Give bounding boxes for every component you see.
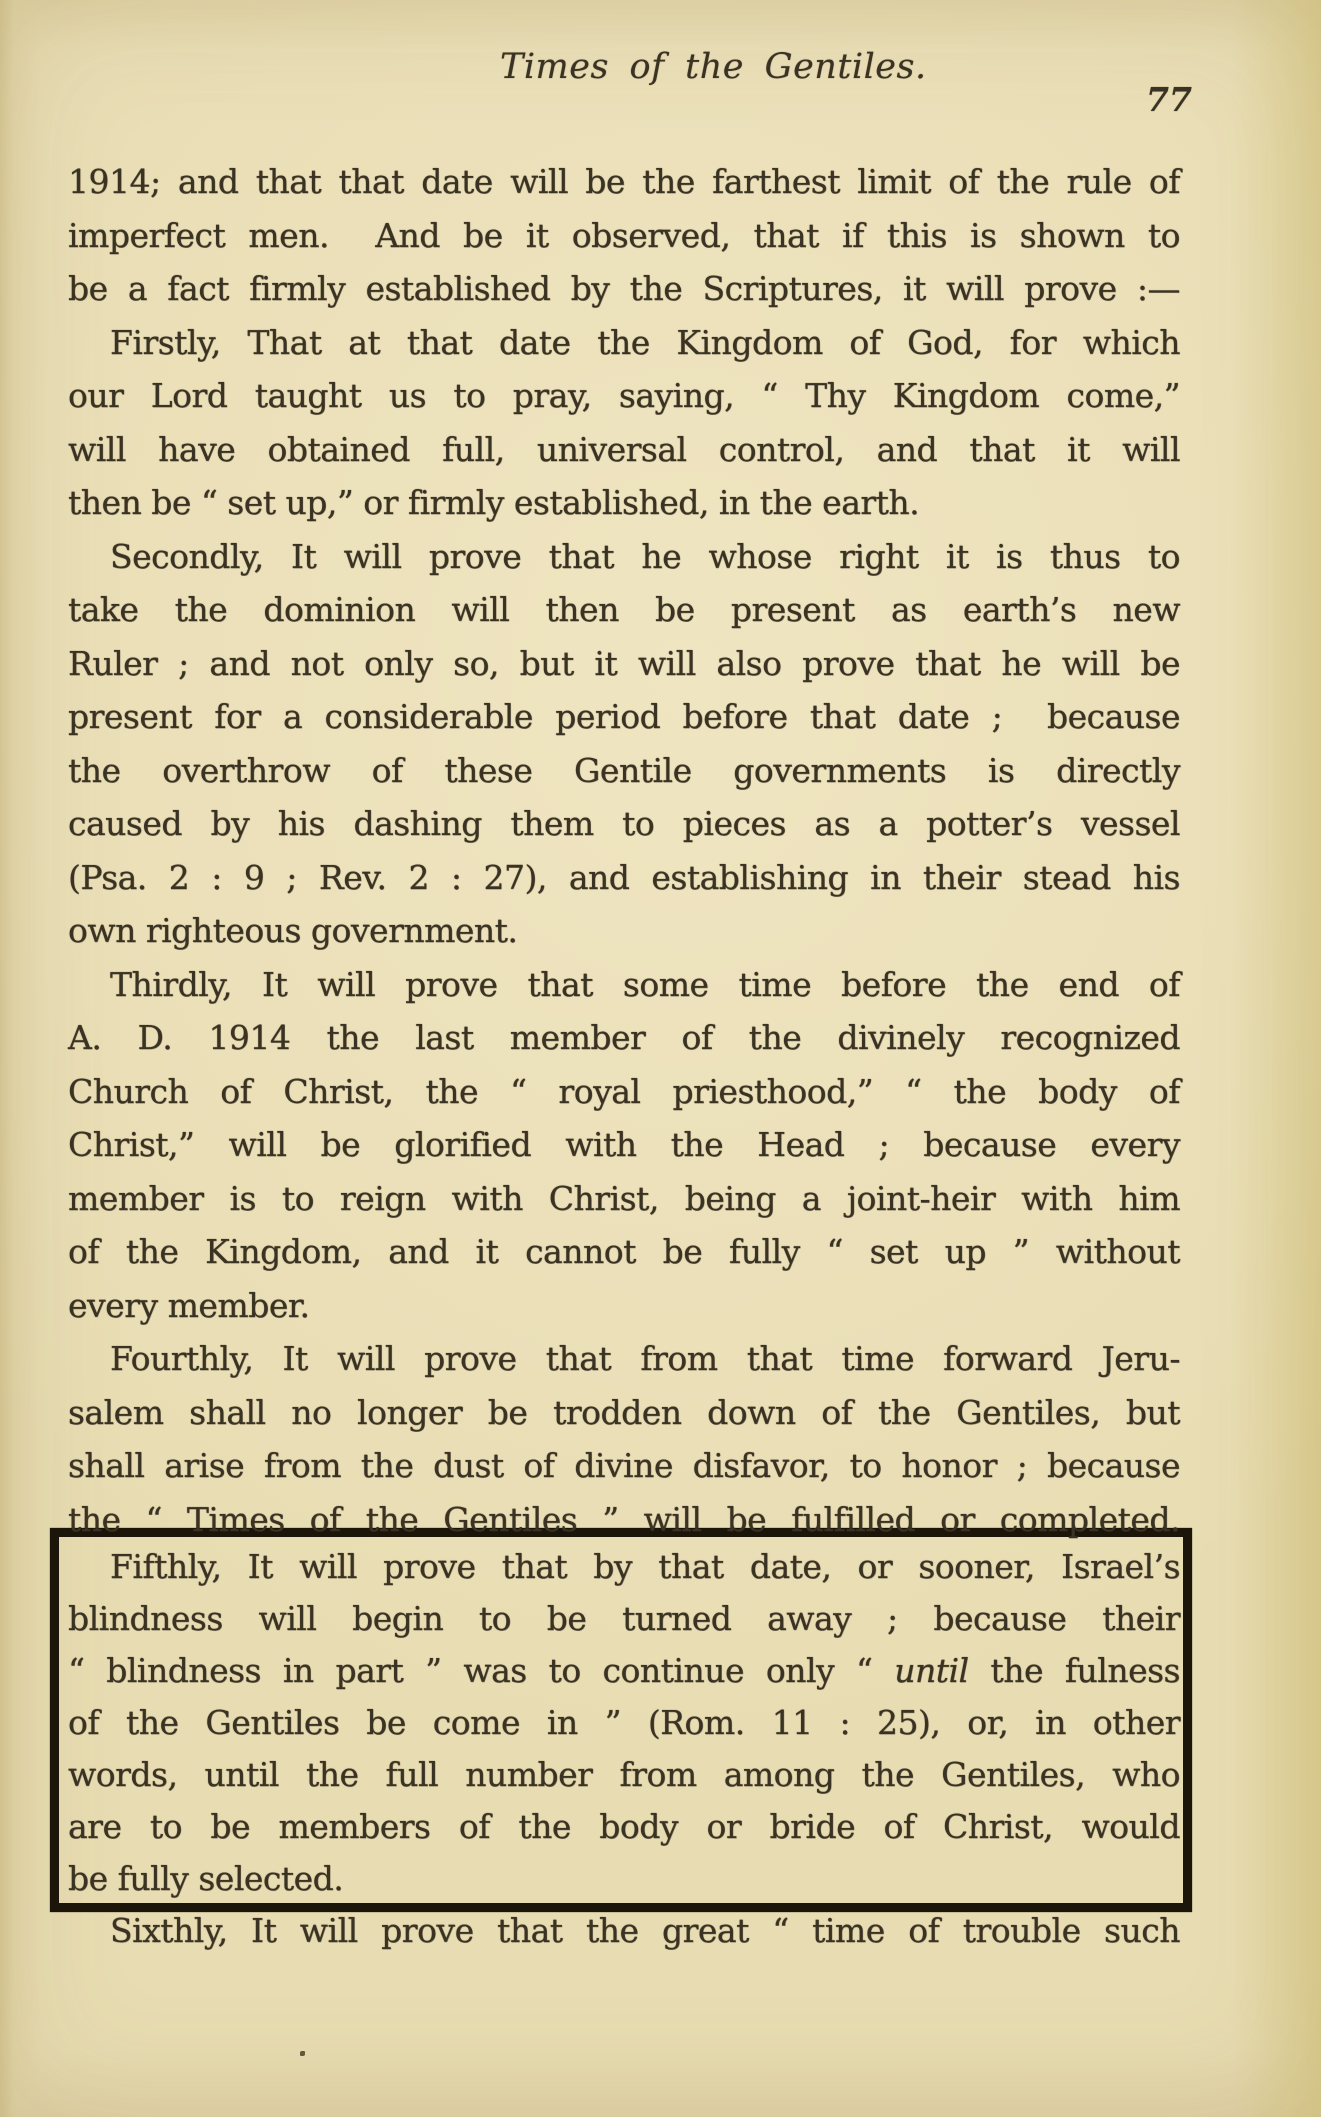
text-line: Sixthly, It will prove that the great “ time of trouble such (110, 1911, 1180, 1950)
text-line: caused by his dashing them to pieces as a potter’s vessel (68, 804, 1180, 843)
text-line (68, 1651, 1180, 1690)
text-line: our Lord taught us to pray, saying, “ Thy Kingdom come,” (68, 376, 1180, 415)
text-line: Church of Christ, the “ royal priesthood,” “ the body of (68, 1071, 1180, 1111)
text-line: then be “ set up,” or firmly established, in the earth. (68, 483, 920, 522)
text-line: salem shall no longer be trodden down of the Gentiles, but (68, 1392, 1180, 1432)
text-line: take the dominion will then be present as earth’s new (68, 590, 1180, 629)
text-line: are to be members of the body or bride of Christ, would (68, 1807, 1180, 1846)
italic-word: until (894, 1651, 969, 1690)
text-line: member is to reign with Christ, being a joint-heir with him (68, 1178, 1180, 1218)
text-segment: “ blindness in part ” was to continue only “ (68, 1651, 895, 1690)
text-line: Fourthly, It will prove that from that time forward Jeru- (110, 1339, 1180, 1378)
text-line: Secondly, It will prove that he whose right it is thus to (110, 536, 1180, 576)
text-line: A. D. 1914 the last member of the divinely recognized (68, 1018, 1180, 1057)
text-line: present for a considerable period before that date ; because (68, 697, 1180, 736)
text-line: words, until the full number from among the Gentiles, who (68, 1755, 1180, 1794)
text-line: every member. (68, 1285, 310, 1325)
text-line: blindness will begin to be turned away ; because their (68, 1599, 1180, 1638)
text-line: Fifthly, It will prove that by that date, or sooner, Israel’s (110, 1547, 1180, 1586)
text-line: Firstly, That at that date the Kingdom of God, for which (110, 322, 1180, 362)
ink-speck (300, 2051, 305, 2056)
text-line: Ruler ; and not only so, but it will also prove that he will be (68, 643, 1180, 683)
text-line: the overthrow of these Gentile governments is directly (68, 750, 1180, 790)
text-line: shall arise from the dust of divine disfavor, to honor ; because (68, 1446, 1180, 1485)
text-line: 1914; and that that date will be the farthest limit of the rule of (68, 162, 1180, 201)
text-line: own righteous government. (68, 911, 518, 950)
text-segment: the fulness (968, 1651, 1180, 1690)
text-line: Christ,” will be glorified with the Head ; because every (68, 1125, 1180, 1164)
page-number: 77 (1146, 80, 1192, 119)
text-line: will have obtained full, universal control, and that it will (68, 429, 1180, 469)
text-line: be fully selected. (68, 1859, 344, 1898)
running-title: Times of the Gentiles. (500, 47, 927, 87)
text-line: of the Kingdom, and it cannot be fully “ set up ” without (68, 1232, 1180, 1271)
text-line: Thirdly, It will prove that some time before the end of (110, 964, 1180, 1004)
text-line: imperfect men. And be it observed, that if this is shown to (68, 215, 1180, 255)
text-line: the “ Times of the Gentiles ” will be fulfilled or completed. (68, 1499, 1180, 1539)
text-line: (Psa. 2 : 9 ; Rev. 2 : 27), and establishing in their stead his (68, 857, 1180, 897)
text-line: of the Gentiles be come in ” (Rom. 11 : 25), or, in other (68, 1703, 1180, 1742)
text-line: be a fact firmly established by the Scriptures, it will prove :— (68, 269, 1180, 308)
